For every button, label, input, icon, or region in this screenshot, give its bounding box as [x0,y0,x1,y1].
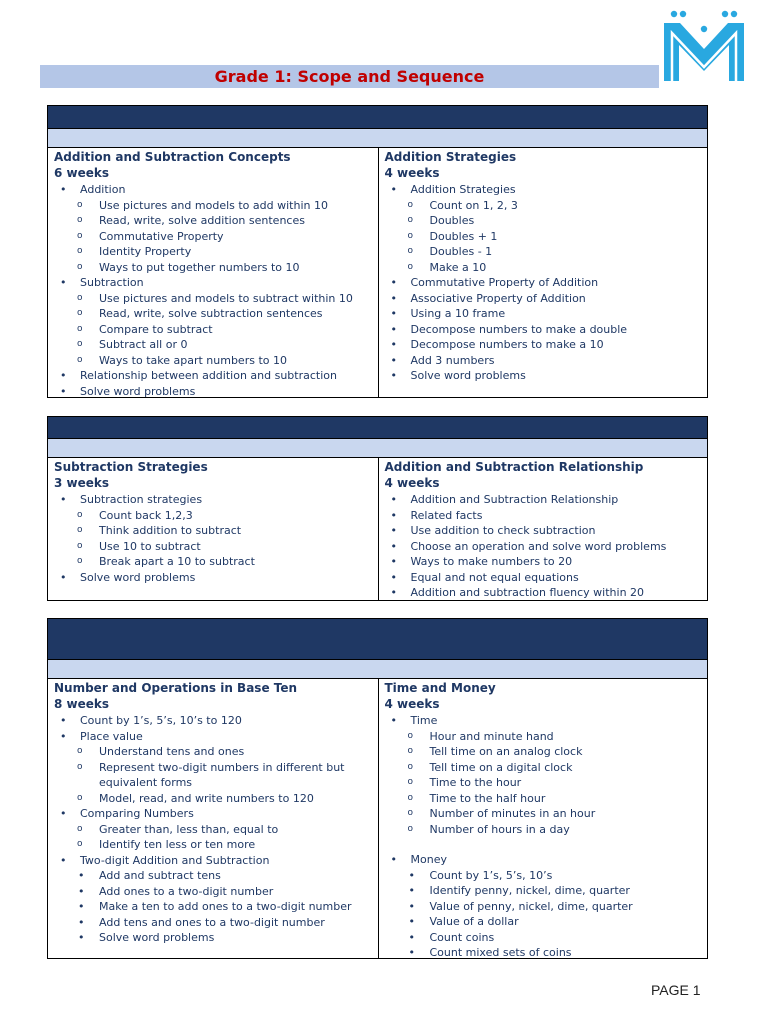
subtopic-item: o Time to the half hour [385,791,702,807]
subtopic-item: o Model, read, and write numbers to 120 [54,791,372,807]
subtopic-item: • Make a ten to add ones to a two-digit number [54,899,372,915]
topic-item: • Comparing Numbers [54,806,372,822]
subtopic-item: o Tell time on an analog clock [385,744,702,760]
unit-title: Addition Strategies [384,150,517,164]
topic-item: • Add 3 numbers [385,353,702,369]
subtopic-item: o Tell time on a digital clock [385,760,702,776]
subtopic-item: • Count coins [385,930,702,946]
subtopic-item: o Ways to put together numbers to 10 [54,260,372,276]
topic-item: • Choose an operation and solve word problems [385,539,702,555]
subtopic-item: o Count on 1, 2, 3 [385,198,702,214]
unit-duration: 4 weeks [384,166,440,180]
page-number: PAGE 1 [651,982,701,998]
subtopic-item: o Hour and minute hand [385,729,702,745]
subtopic-item: o Read, write, solve addition sentences [54,213,372,229]
subtopic-item: o Number of hours in a day [385,822,702,838]
subtopic-item: o Use pictures and models to add within 10 [54,198,372,214]
subtopic-item: • Add tens and ones to a two-digit number [54,915,372,931]
topic-item: • Addition and Subtraction Relationship [385,492,702,508]
unit-duration: 4 weeks [384,697,440,711]
topic-item: • Commutative Property of Addition [385,275,702,291]
unit-title: Number and Operations in Base Ten [54,681,298,695]
subtopic-item: • Value of a dollar [385,914,702,930]
subtopic-item: o Time to the hour [385,775,702,791]
topic-item: • Time [385,713,702,729]
subtopic-item: • Count by 1’s, 5’s, 10’s [385,868,702,884]
topic-item: • Equal and not equal equations [385,570,702,586]
topic-item: • Addition and subtraction fluency within 20 [385,585,702,601]
unit-title: Addition and Subtraction Concepts [54,150,291,164]
subtopic-item: o Doubles [385,213,702,229]
list-spacer [385,837,702,852]
topic-item: • Count by 1’s, 5’s, 10’s to 120 [54,713,372,729]
topic-item: • Solve word problems [54,384,372,400]
subtopic-item: o Doubles - 1 [385,244,702,260]
topic-item: • Use addition to check subtraction [385,523,702,539]
section-subheader-bar [48,660,707,679]
subtopic-item: • Add and subtract tens [54,868,372,884]
unit-column [378,679,708,958]
section-1 [47,105,708,398]
subtopic-item: o Count back 1,2,3 [54,508,372,524]
section-3 [47,618,708,959]
topic-item: • Money [385,852,702,868]
subtopic-item: • Value of penny, nickel, dime, quarter [385,899,702,915]
topic-item: • Associative Property of Addition [385,291,702,307]
section-header-bar [48,417,707,439]
subtopic-item: o Ways to take apart numbers to 10 [54,353,372,369]
unit-column [48,679,378,958]
subtopic-item: • Solve word problems [54,930,372,946]
subtopic-item: o Understand tens and ones [54,744,372,760]
subtopic-item: o Number of minutes in an hour [385,806,702,822]
subtopic-item: o Identity Property [54,244,372,260]
subtopic-item: • Identify penny, nickel, dime, quarter [385,883,702,899]
subtopic-item: o Subtract all or 0 [54,337,372,353]
unit-column [378,458,708,600]
topic-item: • Solve word problems [54,570,372,586]
subtopic-item: o Doubles + 1 [385,229,702,245]
subtopic-item: o Use 10 to subtract [54,539,372,555]
topic-list [54,713,372,946]
topic-item: • Subtraction strategies [54,492,372,508]
topic-list [385,492,702,601]
subtopic-item: o Break apart a 10 to subtract [54,554,372,570]
section-subheader-bar [48,439,707,458]
unit-title: Time and Money [384,681,496,695]
unit-title: Addition and Subtraction Relationship [384,460,644,474]
section-header-bar [48,106,707,129]
topic-item: • Ways to make numbers to 20 [385,554,702,570]
topic-item: • Relationship between addition and subtraction [54,368,372,384]
unit-column [48,148,378,397]
school-logo-icon [658,5,750,85]
topic-item: • Using a 10 frame [385,306,702,322]
unit-duration: 6 weeks [54,166,110,180]
unit-duration: 3 weeks [54,476,110,490]
page-title: Grade 1: Scope and Sequence [214,67,485,86]
subtopic-item: o Greater than, less than, equal to [54,822,372,838]
topic-item: • Subtraction [54,275,372,291]
topic-list [54,492,372,585]
topic-item: • Related facts [385,508,702,524]
unit-title: Subtraction Strategies [54,460,208,474]
subtopic-item: o Represent two-digit numbers in different but equivalent forms [54,760,372,791]
section-header-bar [48,619,707,660]
topic-item: • Two-digit Addition and Subtraction [54,853,372,869]
section-2 [47,416,708,601]
unit-duration: 8 weeks [54,697,110,711]
subtopic-item: o Read, write, solve subtraction sentences [54,306,372,322]
topic-item: • Place value [54,729,372,745]
unit-column [48,458,378,600]
subtopic-item: o Think addition to subtract [54,523,372,539]
topic-item: • Solve word problems [385,368,702,384]
subtopic-item: o Identify ten less or ten more [54,837,372,853]
subtopic-item: • Count mixed sets of coins [385,945,702,961]
unit-duration: 4 weeks [384,476,440,490]
topic-item: • Decompose numbers to make a double [385,322,702,338]
unit-column [378,148,708,397]
subtopic-item: o Commutative Property [54,229,372,245]
topic-list [54,182,372,399]
subtopic-item: • Add ones to a two-digit number [54,884,372,900]
topic-list [385,182,702,384]
subtopic-item: o Make a 10 [385,260,702,276]
topic-list [385,713,702,961]
subtopic-item: o Use pictures and models to subtract within 10 [54,291,372,307]
subtopic-item: o Compare to subtract [54,322,372,338]
topic-item: • Addition [54,182,372,198]
topic-item: • Decompose numbers to make a 10 [385,337,702,353]
section-subheader-bar [48,129,707,148]
topic-item: • Addition Strategies [385,182,702,198]
